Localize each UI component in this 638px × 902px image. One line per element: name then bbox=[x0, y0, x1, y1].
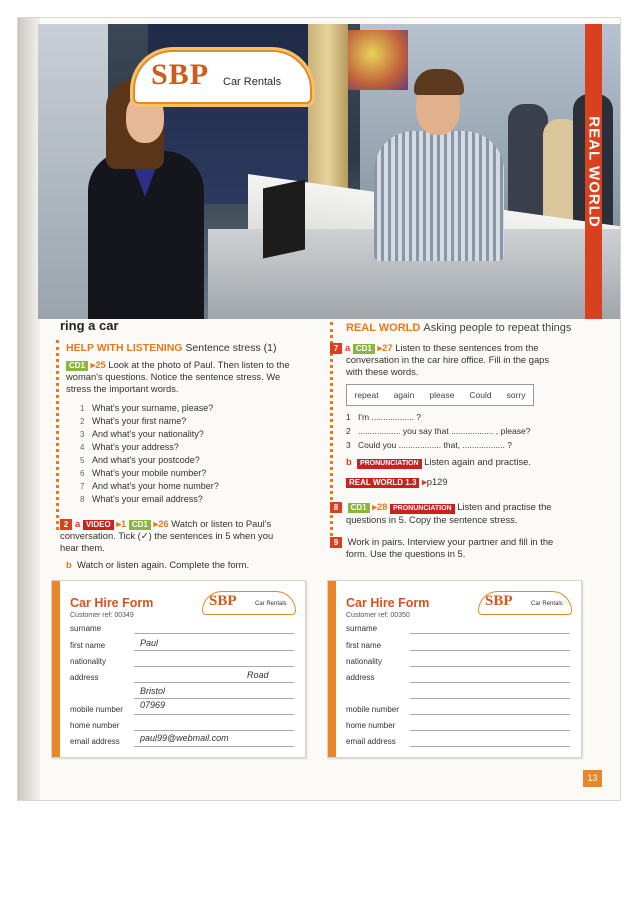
mobile-field[interactable] bbox=[134, 714, 294, 715]
email-label: email address bbox=[70, 737, 120, 746]
surname-field[interactable] bbox=[410, 633, 570, 634]
home-number-label: home number bbox=[346, 721, 396, 730]
list-item: 8 What's your email address? bbox=[80, 494, 203, 504]
customer-ref: Customer ref: 00350 bbox=[346, 612, 410, 619]
address-city-value: Bristol bbox=[140, 686, 166, 696]
first-name-label: first name bbox=[70, 641, 106, 650]
home-number-field[interactable] bbox=[134, 730, 294, 731]
cd-icon: CD1 bbox=[353, 344, 375, 354]
address-field[interactable] bbox=[134, 682, 294, 683]
form-title: Car Hire Form bbox=[346, 596, 430, 610]
address-field-2[interactable] bbox=[134, 698, 294, 699]
first-name-field[interactable] bbox=[134, 650, 294, 651]
receptionist-figure bbox=[88, 79, 208, 319]
exercise-2b: b Watch or listen again. Complete the form. bbox=[66, 559, 250, 570]
cd-icon: CD1 bbox=[129, 520, 151, 530]
surname-field[interactable] bbox=[134, 633, 294, 634]
customer-ref: Customer ref: 00349 bbox=[70, 612, 134, 619]
page-number: 13 bbox=[583, 770, 602, 787]
email-field[interactable] bbox=[134, 746, 294, 747]
address-field[interactable] bbox=[410, 682, 570, 683]
car-hire-form-right bbox=[327, 580, 582, 758]
real-world-heading: REAL WORLD Asking people to repeat things bbox=[346, 322, 572, 334]
list-item: 4 What's your address? bbox=[80, 442, 179, 452]
real-world-side-tab: REAL WORLD bbox=[585, 24, 602, 319]
sbp-logo: SBP Car Rentals bbox=[202, 591, 296, 615]
first-name-field[interactable] bbox=[410, 650, 570, 651]
sbp-sign-logo: SBP Car Rentals bbox=[133, 50, 312, 104]
nationality-label: nationality bbox=[346, 657, 383, 666]
gap-fill-sentences: 1 I'm .................. ? 2 .................. you say that .................. , please? 3 Could you .................. that, .................. ? bbox=[346, 412, 531, 450]
list-item: 3 And what's your nationality? bbox=[80, 429, 204, 439]
section-heading: ring a car bbox=[60, 318, 119, 333]
grammar-reference: REAL WORLD 1.3 ▸p129 bbox=[346, 476, 448, 488]
exercise-1: CD1 ▸25 Look at the photo of Paul. Then listen to the woman's questions. Notice the sentence stress. We stress the important words. bbox=[66, 359, 290, 394]
email-field[interactable] bbox=[410, 746, 570, 747]
mobile-label: mobile number bbox=[70, 705, 123, 714]
surname-label: surname bbox=[346, 624, 378, 633]
address-label: address bbox=[70, 673, 99, 682]
sbp-logo: SBP Car Rentals bbox=[478, 591, 572, 615]
cd-icon: CD1 bbox=[66, 361, 88, 371]
nationality-field[interactable] bbox=[410, 666, 570, 667]
surname-label: surname bbox=[70, 624, 102, 633]
exercise-7: 7 a CD1 ▸27 Listen to these sentences from the conversation in the car hire office. Fill in the gaps with these words. bbox=[330, 342, 570, 378]
list-item: 6 What's your mobile number? bbox=[80, 468, 207, 478]
mobile-field[interactable] bbox=[410, 714, 570, 715]
address-road-value: Road bbox=[247, 670, 269, 680]
list-item: 2 What's your first name? bbox=[80, 416, 187, 426]
address-label: address bbox=[346, 673, 375, 682]
mobile-label: mobile number bbox=[346, 705, 399, 714]
exercise-8: 8 CD1 ▸28 PRONUNCIATION Listen and practise the questions in 5. Copy the sentence stress. bbox=[330, 501, 575, 526]
page-gutter-shadow bbox=[18, 18, 40, 800]
nationality-field[interactable] bbox=[134, 666, 294, 667]
exercise-2: 2 a VIDEO ▸1 CD1 ▸26 Watch or listen to Paul's conversation. Tick (✓) the sentences in 5 when you hear them. bbox=[60, 518, 274, 553]
car-hire-form-left bbox=[51, 580, 306, 758]
first-name-value: Paul bbox=[140, 638, 159, 648]
email-label: email address bbox=[346, 737, 396, 746]
list-item: 1 What's your surname, please? bbox=[80, 403, 214, 413]
customer-paul-figure bbox=[368, 69, 508, 259]
exercise-7b: b PRONUNCIATION Listen again and practise. bbox=[346, 456, 531, 467]
video-icon: VIDEO bbox=[83, 520, 114, 530]
address-field-2[interactable] bbox=[410, 698, 570, 699]
home-number-label: home number bbox=[70, 721, 120, 730]
cd-icon: CD1 bbox=[348, 503, 370, 513]
exercise-9: 9 Work in pairs. Interview your partner and fill in the form. Use the questions in 5. bbox=[330, 536, 575, 560]
list-item: 7 And what's your home number? bbox=[80, 481, 219, 491]
home-number-field[interactable] bbox=[410, 730, 570, 731]
car-rental-photo bbox=[38, 24, 620, 319]
form-title: Car Hire Form bbox=[70, 596, 154, 610]
first-name-label: first name bbox=[346, 641, 382, 650]
word-box: repeat again please Could sorry bbox=[346, 384, 534, 406]
nationality-label: nationality bbox=[70, 657, 107, 666]
mobile-value: 07969 bbox=[140, 700, 166, 710]
question-list bbox=[80, 402, 219, 506]
list-item: 5 And what's your postcode? bbox=[80, 455, 200, 465]
email-value: paul99@webmail.com bbox=[140, 733, 229, 743]
help-heading: HELP WITH LISTENING Sentence stress (1) bbox=[66, 342, 277, 354]
